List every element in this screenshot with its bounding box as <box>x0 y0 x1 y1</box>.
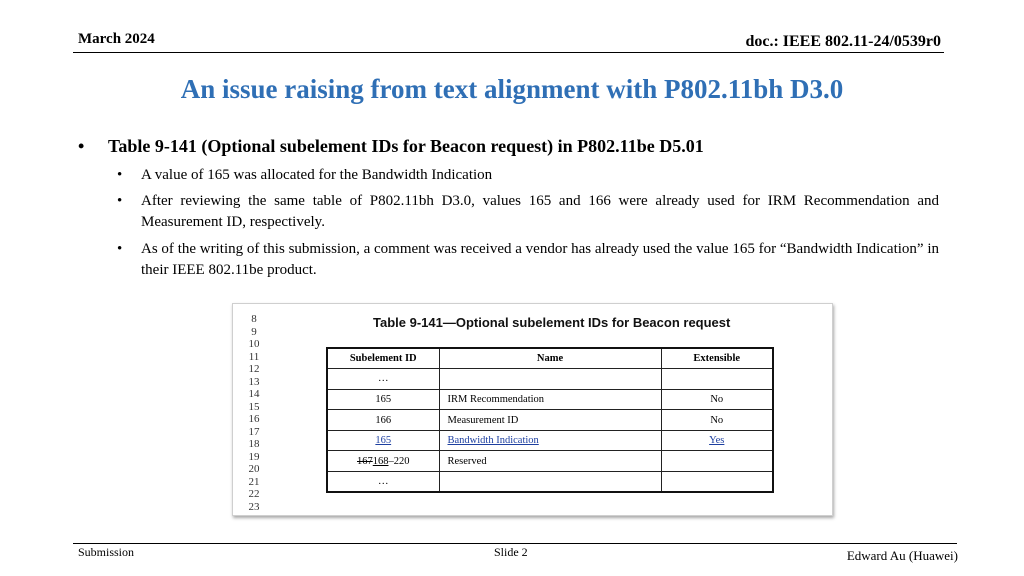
cell-id: … <box>327 472 439 493</box>
sub-bullet-text: After reviewing the same table of P802.11bh D3.0, values 165 and 166 were already used for IRM Recommendation and Measurement ID, respectively. <box>141 193 939 230</box>
id-range-end: –220 <box>388 455 410 467</box>
sub-bullet-marker: • <box>117 193 123 209</box>
line-number: 19 <box>248 450 260 463</box>
line-numbers <box>247 313 261 513</box>
table-row <box>327 389 773 410</box>
line-number: 18 <box>248 438 260 450</box>
inserted-name: Bandwidth Indication <box>447 435 539 447</box>
cell-ext <box>661 369 773 390</box>
cell-ext: No <box>661 389 773 410</box>
footer-divider <box>73 543 957 544</box>
line-number: 20 <box>248 463 260 475</box>
subelement-table <box>326 347 774 493</box>
line-number: 9 <box>251 325 257 338</box>
footer-author: Edward Au (Huawei) <box>846 548 958 563</box>
header-doc-id: doc.: IEEE 802.11-24/0539r0 <box>745 33 941 50</box>
line-number: 10 <box>248 338 260 350</box>
table-caption: Table 9-141—Optional subelement IDs for Beacon request <box>373 315 731 330</box>
cell-name <box>439 369 661 390</box>
cell-id: 165 <box>327 389 439 410</box>
line-number: 13 <box>248 375 260 388</box>
cell-id: 166 <box>327 410 439 431</box>
cell-name: Reserved <box>439 451 661 472</box>
line-number: 15 <box>248 400 260 413</box>
line-number: 23 <box>248 500 260 513</box>
table-row <box>327 451 773 472</box>
line-number: 12 <box>248 363 260 375</box>
sub-bullet-3 <box>117 239 939 281</box>
sub-bullet-2 <box>117 191 939 233</box>
cell-id <box>327 451 439 472</box>
line-number: 16 <box>248 413 260 425</box>
col-header-extensible: Extensible <box>661 348 773 369</box>
sub-bullet-text: As of the writing of this submission, a comment was received a vendor has already used the value 165 for “Bandwidth Indication” in their IEEE 802.11be product. <box>141 241 939 278</box>
cell-ext: No <box>661 410 773 431</box>
col-header-name: Name <box>439 348 661 369</box>
line-number: 11 <box>248 350 260 363</box>
cell-ext <box>661 472 773 493</box>
sub-bullet-1 <box>117 165 939 186</box>
footer-submission: Submission <box>78 545 135 559</box>
cell-ext <box>661 451 773 472</box>
cell-name <box>439 430 661 451</box>
table-row <box>327 369 773 390</box>
table-row-inserted <box>327 430 773 451</box>
underlined-id: 168 <box>372 455 389 467</box>
bullet-marker: • <box>78 136 85 156</box>
cell-name: IRM Recommendation <box>439 389 661 410</box>
line-number: 8 <box>251 313 257 325</box>
footer-slide-number: Slide 2 <box>494 545 528 559</box>
table-row <box>327 410 773 431</box>
line-number: 21 <box>248 475 260 488</box>
bullet-main-text: Table 9-141 (Optional subelement IDs for Beacon request) in P802.11be D5.01 <box>108 136 704 156</box>
line-number: 17 <box>248 425 260 438</box>
slide-title: An issue raising from text alignment with P802.11bh D3.0 <box>180 74 844 104</box>
sub-bullet-text: A value of 165 was allocated for the Bandwidth Indication <box>141 167 493 183</box>
cell-ext <box>661 430 773 451</box>
struck-id: 167 <box>357 455 373 467</box>
header-divider <box>73 52 944 53</box>
cell-name: Measurement ID <box>439 410 661 431</box>
cell-id: … <box>327 369 439 390</box>
line-number: 22 <box>248 488 260 500</box>
inserted-ext: Yes <box>709 435 725 447</box>
cell-id <box>327 430 439 451</box>
line-number: 14 <box>248 388 260 400</box>
table-figure <box>232 303 833 516</box>
header-date: March 2024 <box>78 31 155 47</box>
sub-bullet-marker: • <box>117 241 123 257</box>
table-header-row <box>327 348 773 369</box>
col-header-subelement-id: Subelement ID <box>327 348 439 369</box>
sub-bullet-marker: • <box>117 167 123 183</box>
inserted-id: 165 <box>375 435 392 447</box>
table-row <box>327 472 773 493</box>
cell-name <box>439 472 661 493</box>
